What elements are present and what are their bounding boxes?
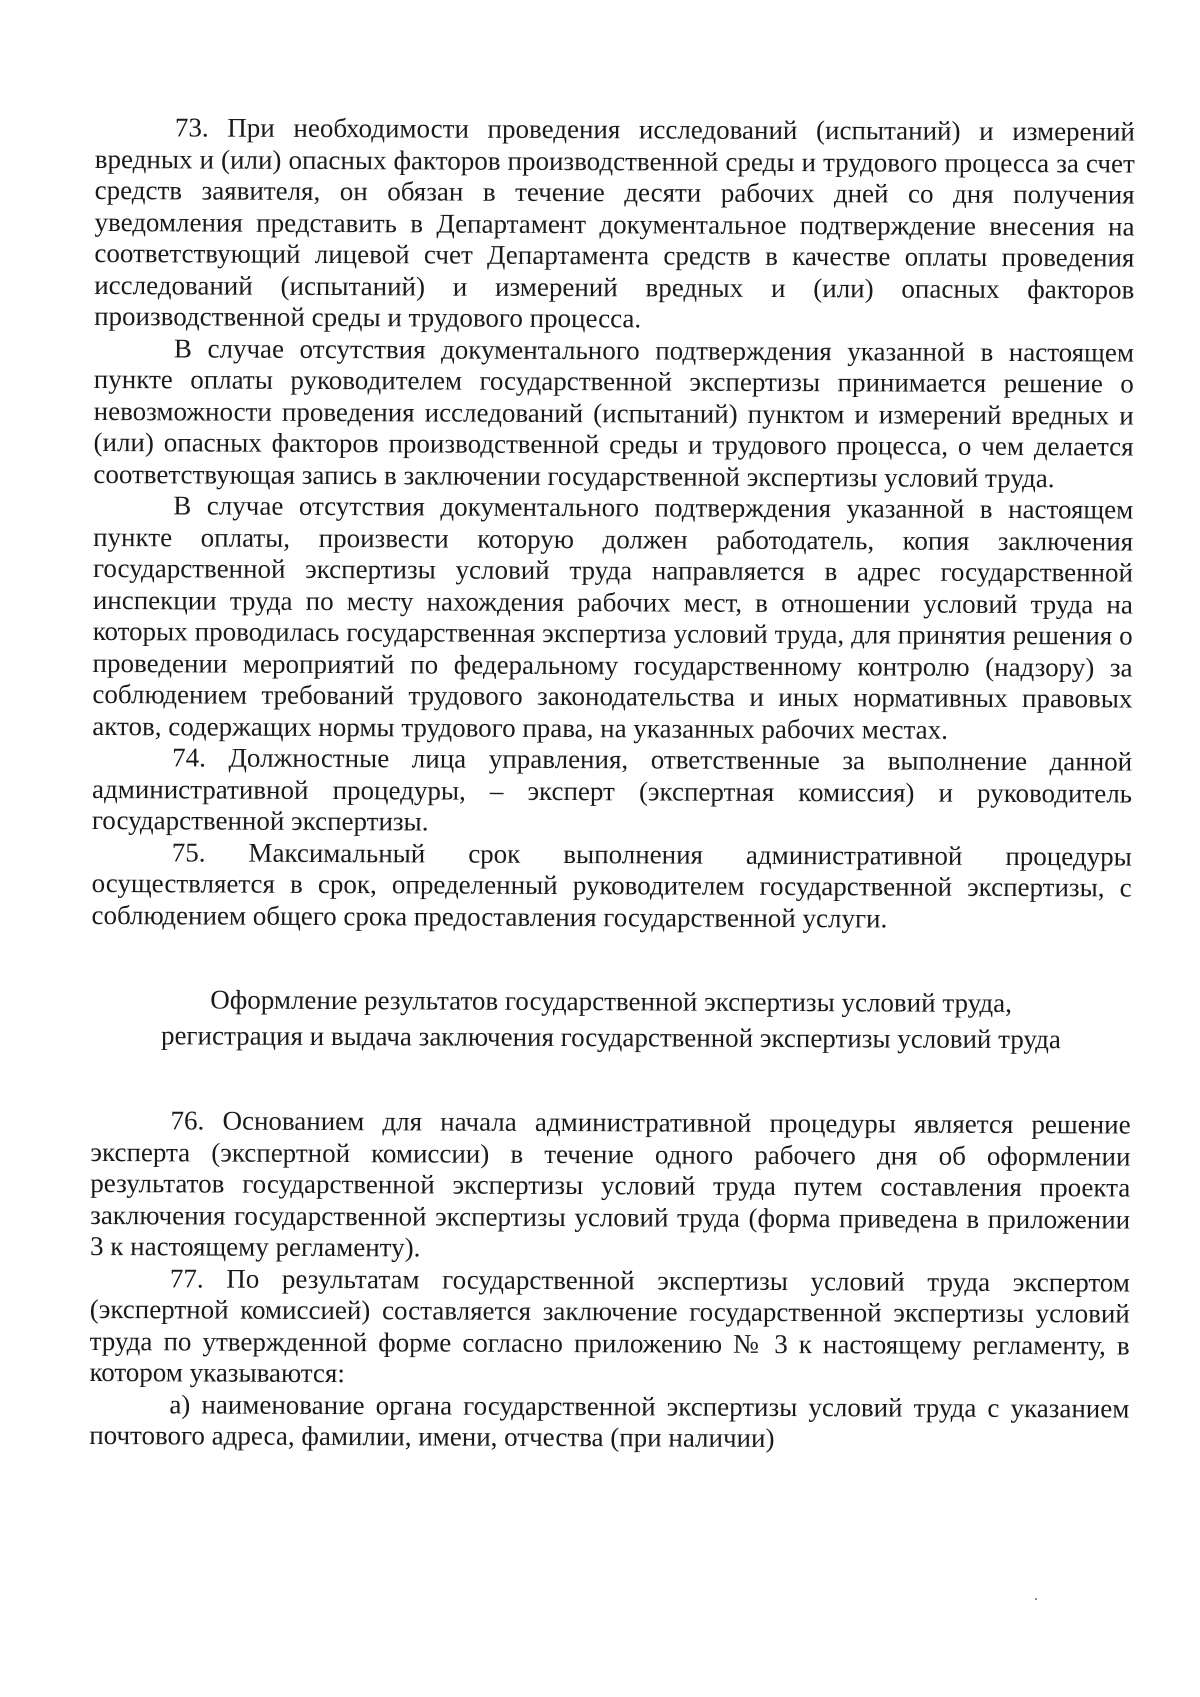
paragraph-77: 77. По результатам государственной экспертизы условий труда экспертом (экспертной комиссией) составляется заключение государственной экспертизы условий труда по утвержденной форме согласно приложению № 3 к настоящему регламенту, в котором указываются: [89, 1262, 1130, 1389]
scan-speck [1035, 1598, 1037, 1600]
paragraph-76: 76. Основанием для начала административной процедуры является решение эксперта (экспертной комиссии) в течение одного рабочего дня об оформлении результатов государственной экспертизы условий труда путем составления проекта заключения государственной экспертизы условий труда (форма приведена в приложении 3 к настоящему регламенту). [89, 1105, 1131, 1263]
paragraph-77-item-a: а) наименование органа государственной экспертизы условий труда с указанием почтового адреса, фамилии, имени, отчества (при наличии) [89, 1388, 1130, 1453]
section-heading [91, 981, 1131, 1058]
document-body [89, 112, 1135, 1456]
paragraph-73-case-2: В случае отсутствия документального подтверждения указанной в настоящем пункте оплаты, произвести которую должен работодатель, копия заключения государственной экспертизы условий труда направляется в адрес государственной инспекции труда по месту нахождения рабочих мест, в отношении условий труда на которых проводилась государственная экспертиза условий труда, для принятия решения о проведении мероприятий по федеральному государственному контролю (надзору) за соблюдением требований трудового законодательства и иных нормативных правовых актов, содержащих нормы трудового права, на указанных рабочих местах. [92, 490, 1134, 745]
section-heading-line-2: регистрация и выдача заключения государственной экспертизы условий труда [160, 1020, 1061, 1055]
paragraph-75: 75. Максимальный срок выполнения административной процедуры осуществляется в срок, определенный руководителем государственной экспертизы, с соблюдением общего срока предоставления государственной услуги. [91, 836, 1132, 933]
paragraph-73-case-1: В случае отсутствия документального подтверждения указанной в настоящем пункте оплаты руководителем государственной экспертизы принимается решение о невозможности проведения исследований (испытаний) пунктом и измерений вредных и (или) опасных факторов производственной среды и трудового процесса, о чем делается соответствующая запись в заключении государственной экспертизы условий труда. [93, 332, 1135, 493]
paragraph-74: 74. Должностные лица управления, ответственные за выполнение данной административной процедуры, – эксперт (экспертная комиссия) и руководитель государственной экспертизы. [91, 742, 1133, 837]
section-heading-line-1: Оформление результатов государственной экспертизы условий труда, [210, 984, 1012, 1019]
paragraph-73: 73. При необходимости проведения исследований (испытаний) и измерений вредных и (или) опасных факторов производственной среды и трудового процесса за счет средств заявителя, он обязан в течение десяти рабочих дней со дня получения уведомления представить в Департамент документальное подтверждение внесения на соответствующий лицевой счет Департамента средств в качестве оплаты проведения исследований (испытаний) и измерений вредных и (или) опасных факторов производственной среды и трудового процесса. [94, 112, 1135, 334]
